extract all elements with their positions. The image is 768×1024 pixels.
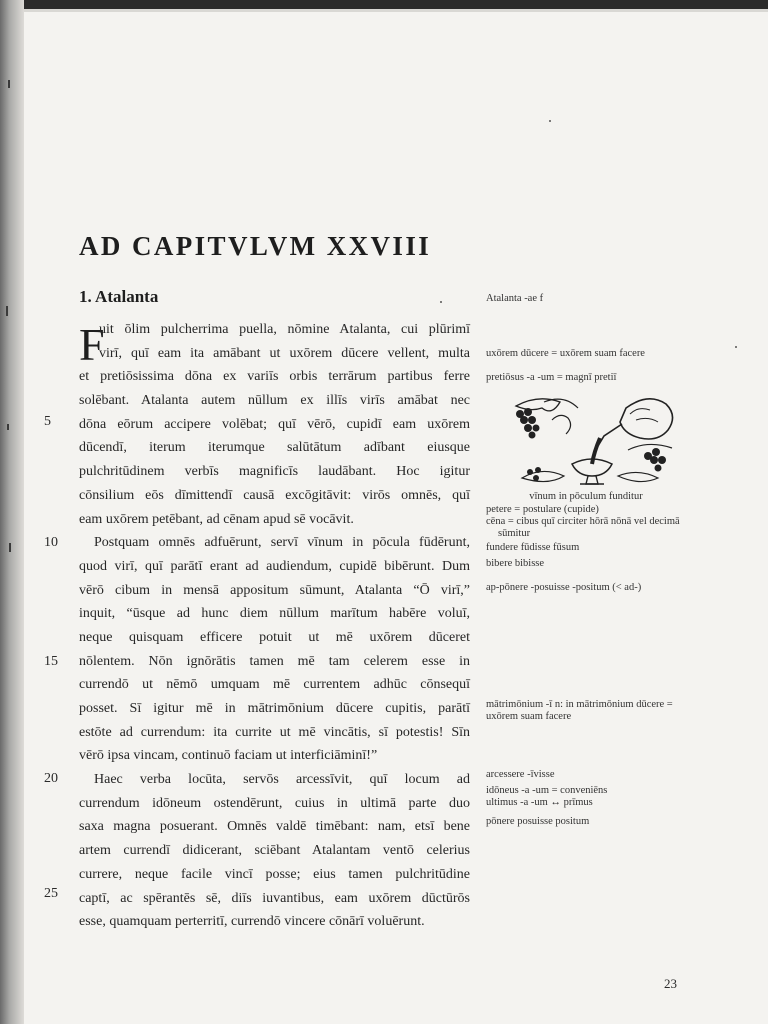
- text-line: neque quisquam efficere potuit ut mē uxōrem dūceret: [79, 629, 470, 645]
- text-line: et pretiōsissima dōna ex variīs orbis terrārum partibus ferre: [79, 369, 470, 385]
- main-text: [79, 318, 470, 934]
- margin-gloss: petere = postulare (cupide): [486, 504, 599, 515]
- drop-cap: F: [79, 319, 105, 370]
- text-line: nōlentem. Nōn ignōrātis tamen mē tam celerem esse in: [79, 653, 470, 669]
- margin-gloss: ultimus -a -um ↔ prīmus: [486, 797, 593, 808]
- text-line: currere, neque facile vincī posse; eius tamen pulchritūdine: [79, 866, 470, 882]
- margin-gloss: uxōrem dūcere = uxōrem suam facere: [486, 348, 645, 359]
- text-line: dōna eōrum accipere volēbat; quī vērō, cupidī eam uxōrem: [79, 416, 470, 432]
- text-line: solēbant. Atalanta autem nūllum ex illīs virīs amābat nec: [79, 393, 470, 409]
- text-line: Haec verba locūta, servōs arcessīvit, quī locum ad: [94, 772, 470, 788]
- margin-gloss: cēna = cibus quī circiter hōrā nōnā vel decimā: [486, 516, 680, 527]
- page-number: 23: [664, 976, 677, 991]
- page-spine-shadow: [0, 0, 24, 1024]
- scan-speck: [8, 80, 10, 88]
- text-line: estōte ad currendum: ita currite ut mē vincātis, sī potestis! Sīn: [79, 724, 470, 740]
- line-number: 15: [44, 654, 58, 669]
- margin-gloss: Atalanta -ae f: [486, 293, 544, 304]
- line-number: 20: [44, 771, 58, 786]
- text-line: saxa magna posuerant. Omnēs valdē timēbant: nam, etsī bene: [79, 819, 470, 835]
- scan-speck: [7, 424, 9, 430]
- text-line: currendō ut nēmō umquam mē currentem adhūc cōnsequī: [79, 677, 470, 693]
- chapter-heading: AD CAPITVLVM XXVIII: [79, 231, 432, 261]
- line-number: 25: [44, 886, 58, 901]
- section-title: 1. Atalanta: [79, 287, 159, 306]
- margin-gloss: pōnere posuisse positum: [486, 816, 590, 827]
- text-line: vērō cibum in mensā appositum sūmunt, Atalanta “Ō virī,”: [79, 582, 470, 598]
- text-line: vērō ipsa vincam, continuō faciam ut interficiāminī!”: [79, 748, 378, 764]
- page-top-shadow: [0, 0, 768, 9]
- text-line: esse, quamquam perterritī, currendō vincere cōnārī voluērunt.: [79, 914, 425, 930]
- scan-speck: [9, 543, 11, 552]
- margin-gloss: bibere bibisse: [486, 558, 545, 569]
- text-line: quod virī, quī parātī erant ad audiendum, cupidē bibērunt. Dum: [79, 558, 470, 574]
- illustration-caption: vīnum in pōculum funditur: [529, 491, 643, 502]
- scan-speck: [6, 306, 8, 316]
- wine-pouring-illustration: [508, 390, 678, 490]
- margin-gloss: fundere fūdisse fūsum: [486, 542, 580, 553]
- text-line: captī, ac spērantēs sē, diīs iuvantibus, eam uxōrem dūctūrōs: [79, 890, 470, 906]
- margin-gloss: idōneus -a -um = conveniēns: [486, 785, 608, 796]
- text-line: virī, quī eam ita amābant ut uxōrem dūcere vellent, multa: [99, 345, 470, 361]
- margin-gloss: mātrimōnium -ī n: in mātrimōnium dūcere =: [486, 699, 673, 710]
- text-line: dūcendī, iterum iterumque salūtātum adībant eiusque: [79, 440, 470, 456]
- text-line: eam uxōrem petēbant, ad cēnam apud sē vocāvit.: [79, 511, 354, 527]
- line-number: 5: [44, 414, 51, 429]
- text-line: currendum idōneum ostendērunt, cuius in ultimā parte duo: [79, 795, 470, 811]
- text-line: posset. Sī igitur mē in mātrimōnium dūcere cupitis, parātī: [79, 701, 470, 716]
- margin-gloss: pretiōsus -a -um = magnī pretiī: [486, 372, 617, 383]
- text-line: Postquam omnēs adfuērunt, servī vīnum in pōcula fūdērunt,: [94, 535, 470, 551]
- margin-gloss: ap-pōnere -posuisse -positum (< ad-): [486, 582, 642, 593]
- margin-gloss: uxōrem suam facere: [486, 711, 572, 722]
- margin-gloss: arcessere -īvisse: [486, 769, 555, 780]
- scan-dot: [440, 301, 442, 303]
- scan-dot: [735, 346, 737, 348]
- text-line: pulchritūdinem verbīs magnificīs laudābant. Hoc igitur: [79, 464, 470, 480]
- text-line: uit ōlim pulcherrima puella, nōmine Atalanta, cui plūrimī: [99, 322, 470, 337]
- text-line: artem currendī didicerant, sciēbant Atalantam ventō celerius: [79, 843, 470, 859]
- margin-gloss: sūmitur: [498, 528, 531, 539]
- line-number: 10: [44, 535, 58, 550]
- text-line: inquit, “ūsque ad hunc diem nūllum marītum habēre voluī,: [79, 606, 470, 622]
- text-line: cōnsilium eōs dīmittendī causā excōgitāvit: virōs omnēs, quī: [79, 487, 470, 503]
- scan-dot: [549, 120, 551, 122]
